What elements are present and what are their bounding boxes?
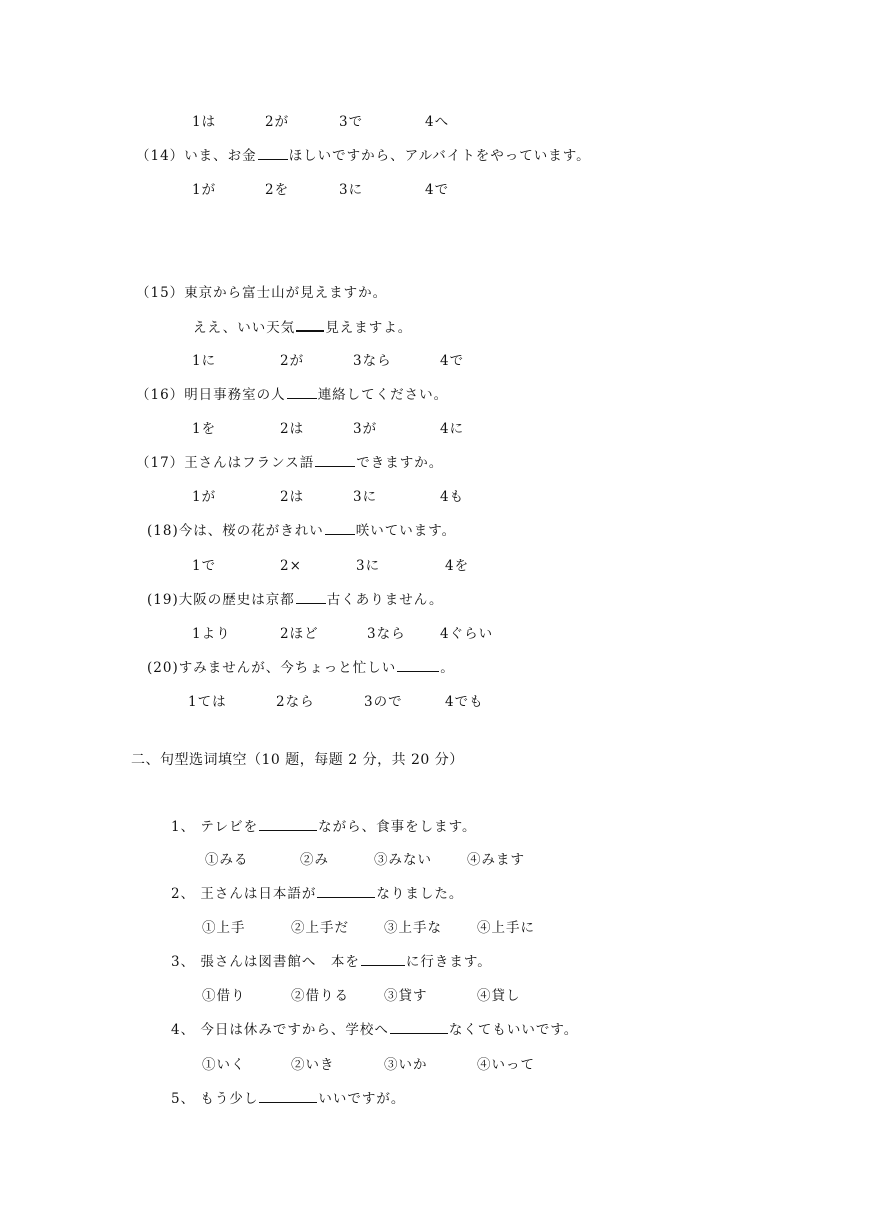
- q14-option-3: 3に: [339, 182, 364, 198]
- s2q1-text-before: テレビを: [200, 819, 259, 835]
- q17-number: （17）: [136, 455, 185, 471]
- q19-option-2: 2ほど: [280, 626, 319, 642]
- s2q4-text-after: なくてもいいです。: [448, 1022, 579, 1038]
- s2q5-text-after: いいですが。: [318, 1091, 406, 1107]
- s2q1-option-4: ④みます: [467, 852, 525, 868]
- q14-option-4: 4で: [425, 182, 450, 198]
- s2q1-option-2: ②み: [300, 852, 329, 868]
- q18-blank: [325, 522, 355, 535]
- q15-answer-line: [193, 318, 412, 337]
- s2q2-option-2: ②上手だ: [291, 920, 349, 936]
- q16-option-2: 2は: [280, 421, 305, 437]
- q17-option-1: 1が: [192, 489, 217, 505]
- s2q4-option-2: ②いき: [291, 1057, 335, 1073]
- q16-option-4: 4に: [440, 421, 465, 437]
- s2q1-number: 1、: [171, 819, 196, 835]
- s2q4-option-3: ③いか: [384, 1057, 428, 1073]
- s2q1-text-after: ながら、食事をします。: [318, 819, 477, 835]
- q20-number: (20): [147, 660, 179, 676]
- q14-number: （14）: [136, 148, 185, 164]
- q20-option-4: 4でも: [445, 694, 484, 710]
- q18-text-before: 今は、桜の花がきれい: [178, 523, 324, 539]
- q20-option-1: 1ては: [188, 694, 227, 710]
- q17-option-2: 2は: [280, 489, 305, 505]
- q17-question: [136, 454, 443, 472]
- s2q3-text-after: に行きます。: [405, 954, 492, 970]
- q13-option-1: 1は: [192, 114, 217, 130]
- q19-text-after: 古くありません。: [326, 592, 444, 608]
- q20-text-after: 。: [440, 660, 455, 676]
- s2q3-option-2: ②借りる: [291, 988, 349, 1004]
- s2q1-option-3: ③みない: [374, 852, 432, 868]
- q14-text-after: ほしいですから、アルバイトをやっています。: [288, 148, 591, 164]
- s2q3-option-4: ④貸し: [477, 988, 521, 1004]
- s2q3-number: 3、: [171, 954, 196, 970]
- q15-option-1: 1に: [192, 353, 217, 369]
- q19-number: (19): [147, 592, 179, 608]
- q19-text-before: 大阪の歴史は京都: [178, 592, 295, 608]
- q20-option-2: 2なら: [276, 694, 315, 710]
- s2q4-option-1: ①いく: [202, 1057, 246, 1073]
- q17-option-4: 4も: [440, 489, 465, 505]
- s2q1-blank: [259, 818, 317, 831]
- q15-option-3: 3なら: [353, 353, 392, 369]
- s2q2-blank: [317, 885, 375, 898]
- q20-blank: [397, 659, 439, 672]
- s2q4-text-before: 今日は休みですから、学校へ: [200, 1022, 389, 1038]
- q19-option-4: 4ぐらい: [440, 626, 494, 642]
- q18-text-after: 咲いています。: [355, 523, 457, 539]
- s2q3-text-before: 張さんは図書館へ 本を: [200, 954, 360, 970]
- q17-blank: [315, 454, 355, 467]
- q20-question: [147, 659, 455, 677]
- q13-option-3: 3で: [339, 114, 364, 130]
- q18-option-3: 3に: [356, 558, 381, 574]
- q20-text-before: すみませんが、今ちょっと忙しい: [178, 660, 397, 676]
- s2q5-text-before: もう少し: [200, 1091, 259, 1107]
- s2q2-number: 2、: [171, 886, 196, 902]
- q15-number: （15）: [136, 285, 185, 301]
- q14-text-before: いま、お金: [184, 148, 257, 164]
- q18-option-1: 1で: [192, 558, 217, 574]
- q16-option-3: 3が: [353, 421, 378, 437]
- q13-option-2: 2が: [265, 114, 290, 130]
- q16-text-before: 明日事務室の人: [184, 387, 286, 403]
- s2q2-question: [171, 885, 463, 903]
- q19-question: [147, 591, 444, 609]
- q16-question: [136, 386, 448, 404]
- s2q5-blank: [259, 1090, 317, 1103]
- q15-line1: 東京から富士山が見えますか。: [184, 285, 388, 301]
- q19-blank: [296, 591, 326, 604]
- q17-text-after: できますか。: [356, 455, 444, 471]
- q17-option-3: 3に: [353, 489, 378, 505]
- q19-option-3: 3なら: [367, 626, 406, 642]
- s2q4-blank: [390, 1021, 448, 1034]
- q14-question: [136, 147, 591, 165]
- s2q5-question: [171, 1090, 405, 1108]
- s2q3-blank: [361, 953, 405, 966]
- s2q2-option-4: ④上手に: [477, 920, 535, 936]
- q15-blank: [296, 318, 324, 332]
- q15-option-4: 4で: [440, 353, 465, 369]
- s2q4-option-4: ④いって: [477, 1057, 535, 1073]
- q18-question: [147, 522, 456, 540]
- s2q2-option-3: ③上手な: [384, 920, 442, 936]
- s2q4-question: [171, 1021, 578, 1039]
- q15-line2-after: 見えますよ。: [325, 320, 413, 336]
- s2q2-option-1: ①上手: [202, 920, 246, 936]
- s2q3-option-3: ③貸す: [384, 988, 428, 1004]
- q18-number: (18): [147, 523, 179, 539]
- s2q2-text-after: なりました。: [376, 886, 464, 902]
- section2-title: 二、句型选词填空（10 题，每题 2 分，共 20 分）: [131, 752, 464, 768]
- s2q3-option-1: ①借り: [202, 988, 246, 1004]
- q14-blank: [258, 147, 288, 160]
- s2q5-number: 5、: [171, 1091, 196, 1107]
- s2q1-option-1: ①みる: [205, 852, 249, 868]
- q13-option-4: 4へ: [425, 114, 450, 130]
- q14-option-1: 1が: [192, 182, 217, 198]
- s2q4-number: 4、: [171, 1022, 196, 1038]
- s2q3-question: [171, 953, 492, 971]
- q18-option-2: 2×: [280, 558, 302, 574]
- q16-number: （16）: [136, 387, 185, 403]
- q16-text-after: 連絡してください。: [317, 387, 449, 403]
- s2q1-question: [171, 818, 477, 836]
- q15-question: [136, 284, 387, 302]
- q16-option-1: 1を: [192, 421, 217, 437]
- q20-option-3: 3ので: [364, 694, 403, 710]
- q19-option-1: 1より: [192, 626, 231, 642]
- q17-text-before: 王さんはフランス語: [184, 455, 315, 471]
- s2q2-text-before: 王さんは日本語が: [200, 886, 317, 902]
- q14-option-2: 2を: [265, 182, 290, 198]
- q15-option-2: 2が: [280, 353, 305, 369]
- q16-blank: [287, 386, 317, 399]
- q18-option-4: 4を: [445, 558, 470, 574]
- q15-line2-before: ええ、いい天気: [193, 320, 296, 336]
